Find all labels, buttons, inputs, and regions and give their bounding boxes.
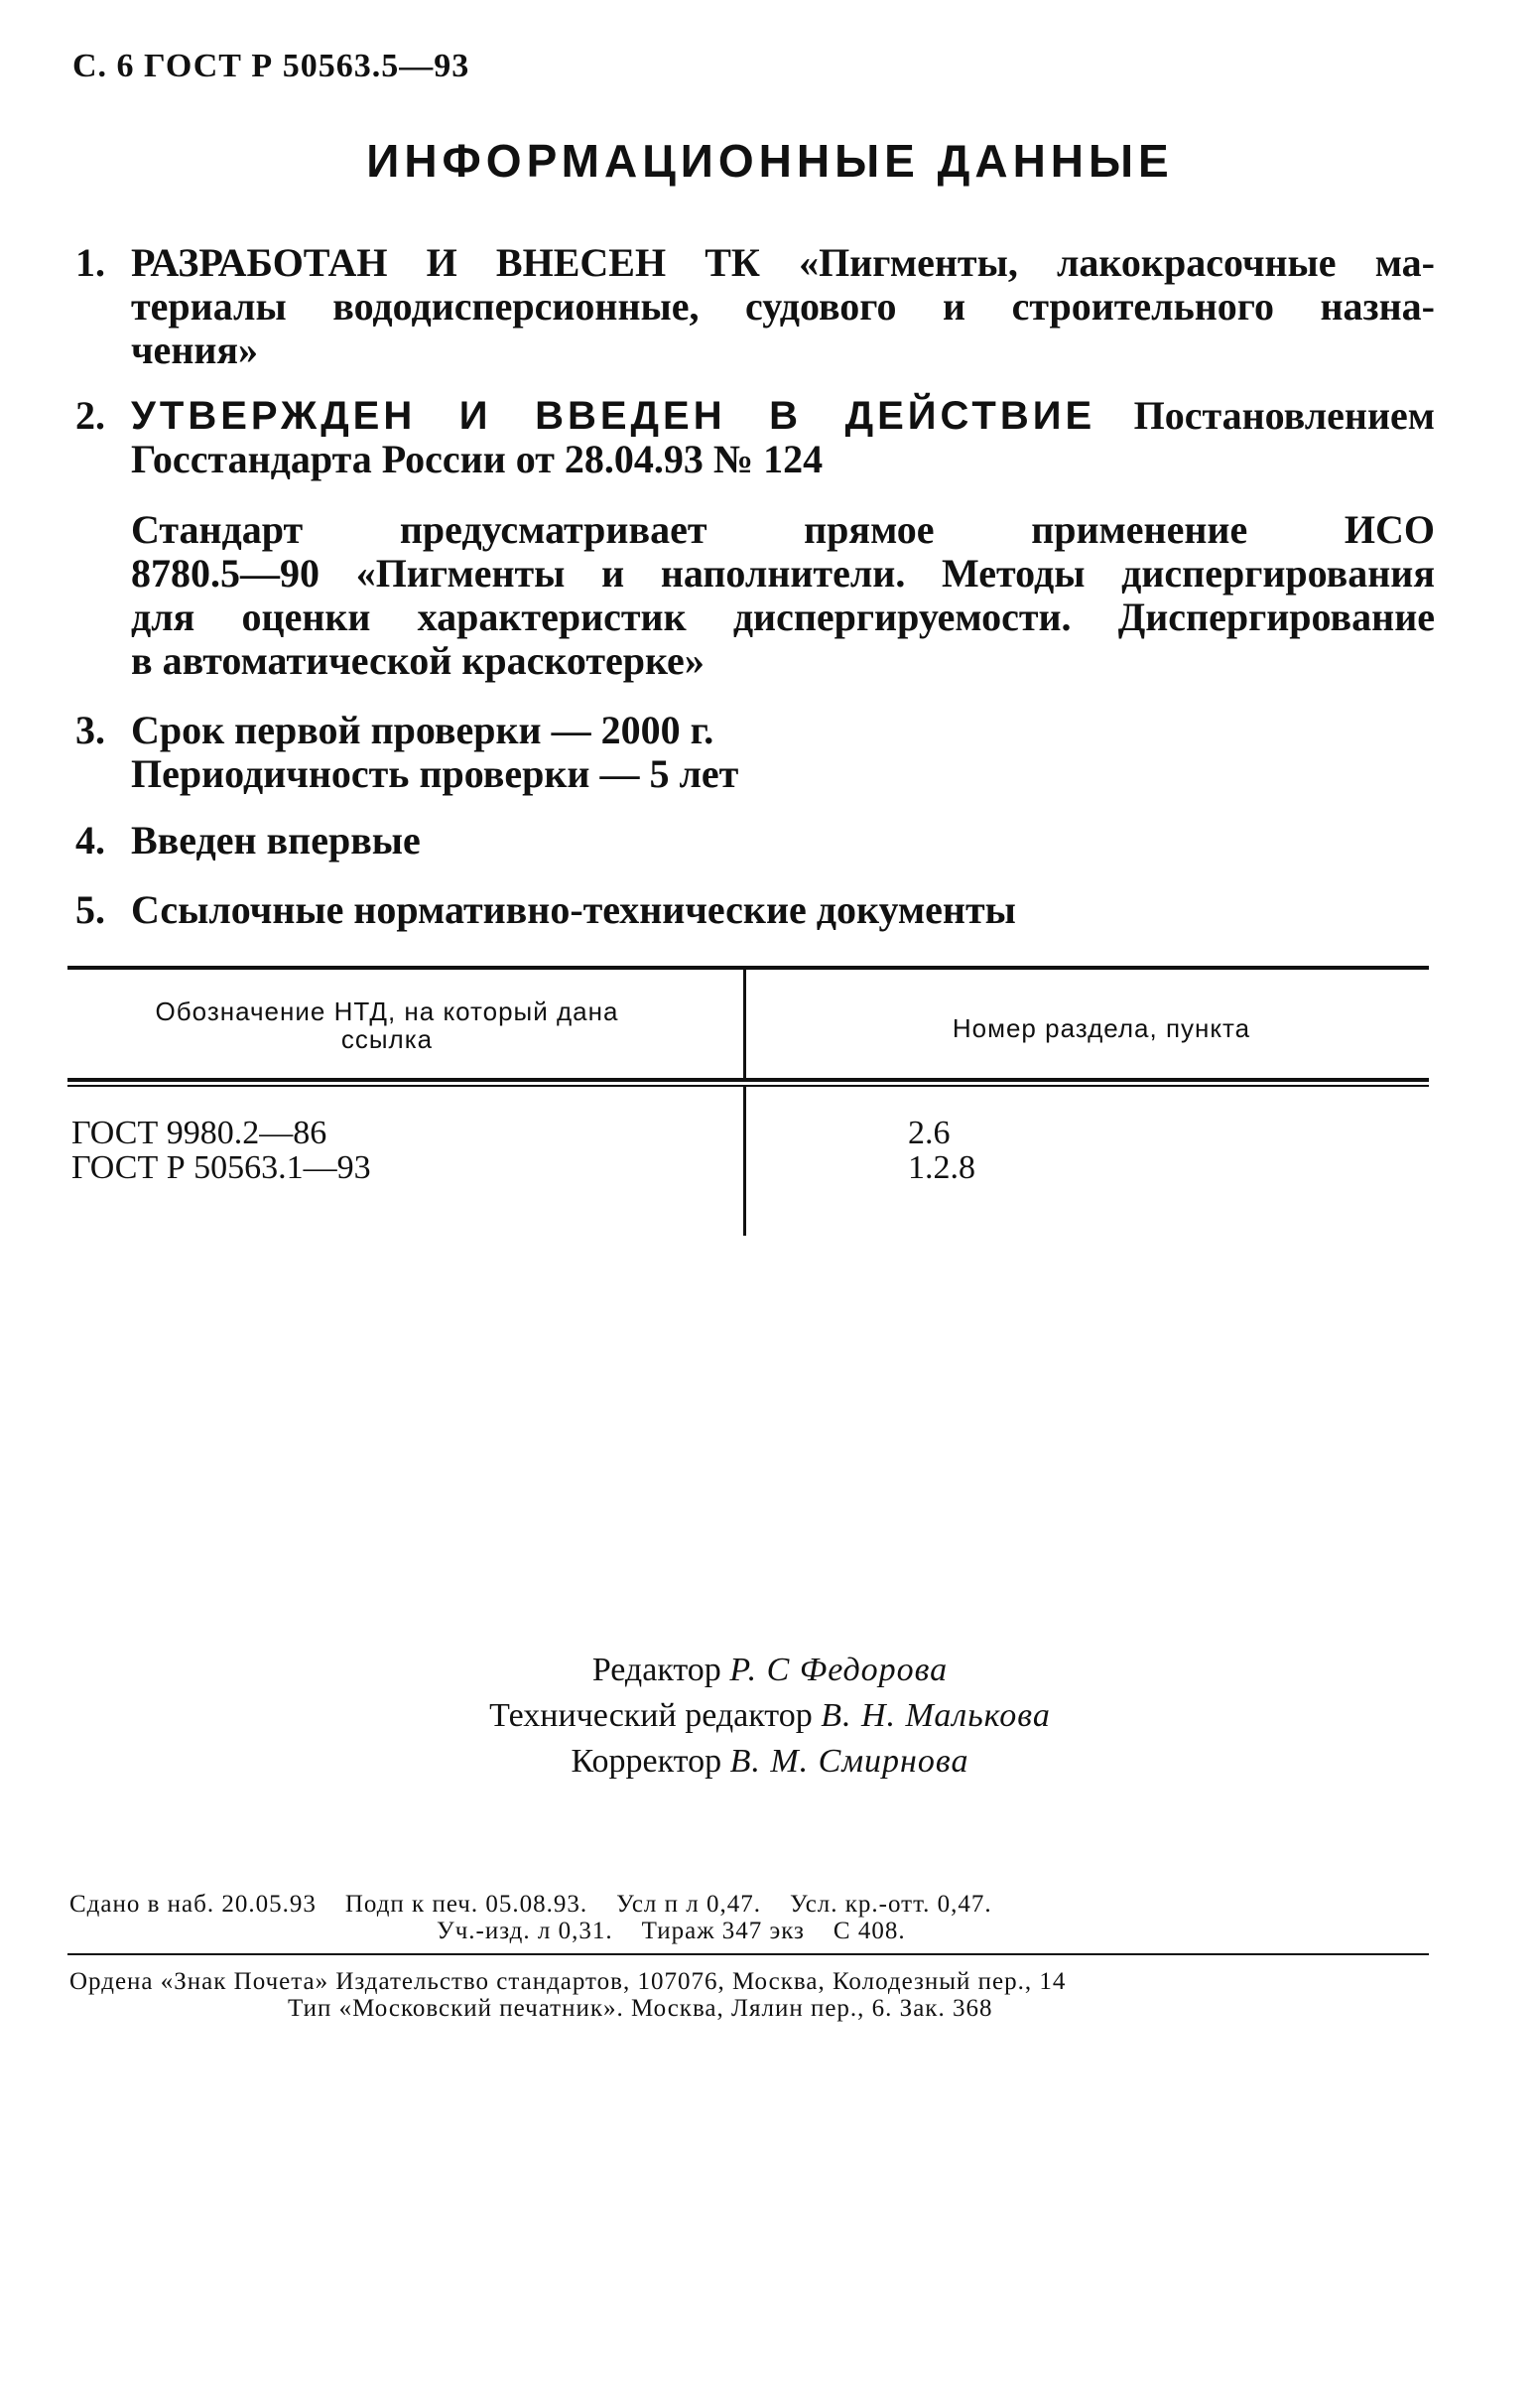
editor-label: Редактор — [591, 1652, 721, 1688]
item-number: 4. — [75, 818, 105, 863]
item-1-line-3: чения» — [131, 328, 259, 372]
table-top-rule — [67, 966, 1429, 970]
item-1 — [75, 241, 1435, 372]
item-2-rest: Постановлением — [1133, 393, 1436, 438]
table-column-divider — [743, 970, 746, 1078]
item-2 — [75, 394, 1435, 481]
note-line: в автоматической краскотерке» — [131, 638, 705, 683]
table-cell-section: 2.6 — [908, 1115, 951, 1151]
tech-editor-label: Технический редактор — [489, 1697, 813, 1734]
imprint-line-1: Сдано в наб. 20.05.93 Подп к печ. 05.08.93. Усл п л 0,47. Усл. кр.-отт. 0,47. — [69, 1891, 992, 1918]
item-number: 1. — [75, 240, 105, 285]
item-2-line-1 — [131, 394, 1435, 438]
standard-note — [131, 508, 1435, 683]
imprint-line-3: Ордена «Знак Почета» Издательство стандартов, 107076, Москва, Колодезный пер., 14 — [69, 1968, 1067, 1995]
editor-name: Р. С Федорова — [729, 1652, 949, 1688]
item-4-text: Введен впервые — [131, 818, 421, 863]
table-cell-designation: ГОСТ 9980.2—86 — [71, 1115, 327, 1151]
credits — [0, 1648, 1540, 1785]
tech-editor-name: В. Н. Малькова — [821, 1697, 1051, 1734]
corrector-name: В. М. Смирнова — [729, 1743, 969, 1780]
item-3-line-2: Периодичность проверки — 5 лет — [131, 751, 739, 796]
item-5 — [75, 888, 1435, 932]
editor-line — [0, 1648, 1540, 1693]
note-line: для оценки характеристик диспергируемости. Диспергирование — [131, 595, 1435, 639]
table-column-divider-body — [743, 1087, 746, 1236]
item-2-line-2: Госстандарта России от 28.04.93 № 124 — [131, 437, 824, 481]
table-header-designation: Обозначение НТД, на который дана ссылка — [155, 996, 619, 1054]
table-header-rule — [67, 1078, 1429, 1082]
item-3 — [75, 709, 1435, 796]
corrector-line — [0, 1739, 1540, 1785]
item-number: 3. — [75, 708, 105, 752]
item-number: 5. — [75, 887, 105, 932]
table-cell-section: 1.2.8 — [908, 1149, 975, 1186]
table-cell-designation: ГОСТ Р 50563.1—93 — [71, 1149, 371, 1186]
page-title: ИНФОРМАЦИОННЫЕ ДАННЫЕ — [366, 135, 1174, 187]
table-header-rule-double — [67, 1085, 1429, 1087]
note-line: Стандарт предусматривает прямое применение ИСО — [131, 507, 1435, 552]
note-line: 8780.5—90 «Пигменты и наполнители. Методы диспергирования — [131, 551, 1435, 596]
table-header-section: Номер раздела, пункта — [952, 1013, 1251, 1043]
item-1-line-1: РАЗРАБОТАН И ВНЕСЕН ТК «Пигменты, лакокрасочные ма- — [131, 240, 1435, 285]
item-number: 2. — [75, 393, 105, 438]
imprint-line-4: Тип «Московский печатник». Москва, Лялин пер., 6. Зак. 368 — [288, 1995, 993, 2022]
item-3-line-1: Срок первой проверки — 2000 г. — [131, 708, 714, 752]
tech-editor-line — [0, 1693, 1540, 1739]
item-5-text: Ссылочные нормативно-технические документы — [131, 887, 1016, 932]
imprint-line-2: Уч.-изд. л 0,31. Тираж 347 экз С 408. — [437, 1918, 906, 1944]
item-2-caps: УТВЕРЖДЕН И ВВЕДЕН В ДЕЙСТВИЕ — [131, 394, 1096, 438]
imprint-divider — [67, 1953, 1429, 1955]
item-4 — [75, 819, 1435, 863]
page-header: С. 6 ГОСТ Р 50563.5—93 — [72, 48, 470, 84]
corrector-label: Корректор — [571, 1743, 722, 1780]
item-1-line-2: териалы вододисперсионные, судового и строительного назна- — [131, 284, 1435, 329]
